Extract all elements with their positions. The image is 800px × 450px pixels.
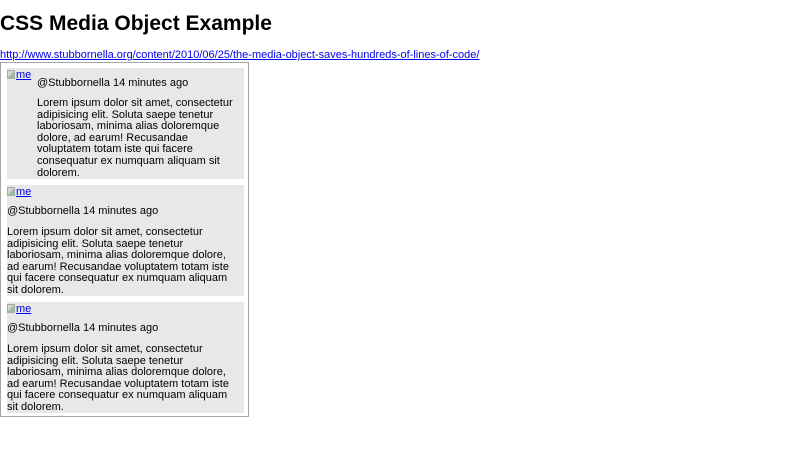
image-alt-text: me xyxy=(16,69,32,81)
media-meta: @Stubbornella 14 minutes ago xyxy=(37,77,189,89)
image-alt-text: me xyxy=(16,303,32,315)
media-body: Lorem ipsum dolor sit amet, consectetur adipisicing elit. Soluta saepe tenetur laboriosam, minima alias doloremque dolore, ad earum! Recusandae voluptatem totam iste qui facere consequatur ex numquam aliquam sit dolorem. xyxy=(37,97,233,179)
broken-image-icon xyxy=(7,304,15,313)
media-object xyxy=(7,68,244,179)
avatar-image-link[interactable] xyxy=(7,186,31,199)
media-object xyxy=(7,302,244,413)
media-meta: @Stubbornella 14 minutes ago xyxy=(7,322,159,334)
media-body: Lorem ipsum dolor sit amet, consectetur adipisicing elit. Soluta saepe tenetur laboriosam, minima alias doloremque dolore, ad earum! Recusandae voluptatem totam iste qui facere consequatur ex numquam aliquam sit dolorem. xyxy=(7,226,229,296)
media-container xyxy=(0,62,249,417)
media-body: Lorem ipsum dolor sit amet, consectetur adipisicing elit. Soluta saepe tenetur laboriosam, minima alias doloremque dolore, ad earum! Recusandae voluptatem totam iste qui facere consequatur ex numquam aliquam sit dolorem. xyxy=(7,343,229,413)
page-title: CSS Media Object Example xyxy=(0,12,272,35)
image-alt-text: me xyxy=(16,186,32,198)
broken-image-icon xyxy=(7,187,15,196)
broken-image-icon xyxy=(7,70,15,79)
avatar-image-link[interactable] xyxy=(7,303,31,316)
source-link[interactable]: http://www.stubbornella.org/content/2010/06/25/the-media-object-saves-hundreds-of-lines-of-code/ xyxy=(0,49,480,61)
media-meta: @Stubbornella 14 minutes ago xyxy=(7,205,159,217)
avatar-image-link[interactable] xyxy=(7,69,31,82)
media-object xyxy=(7,185,244,296)
